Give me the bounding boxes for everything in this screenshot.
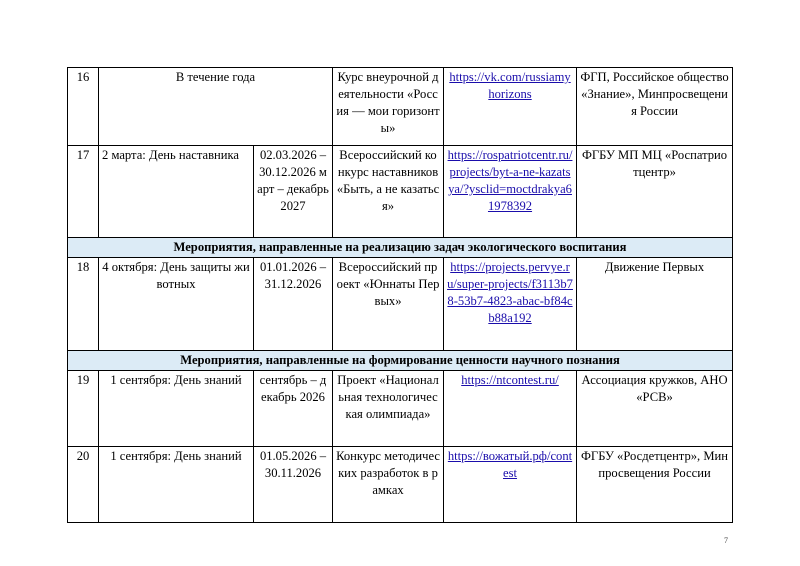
page-number: 7 (724, 536, 728, 545)
row-number: 19 (68, 371, 99, 447)
row-link-cell (444, 371, 577, 447)
row-date: 4 октября: День защиты животных (99, 258, 254, 351)
row-link-cell (444, 258, 577, 351)
row-event: Проект «Национальная технологическая олимпиада» (333, 371, 444, 447)
row-date: В течение года (99, 68, 333, 146)
row-number: 17 (68, 146, 99, 238)
row-organizer: Движение Первых (577, 258, 733, 351)
row-event: Всероссийский проект «Юннаты Первых» (333, 258, 444, 351)
table-row (68, 68, 733, 146)
section-header-row (68, 238, 733, 258)
row-link-cell (444, 146, 577, 238)
row-date: 1 сентября: День знаний (99, 447, 254, 523)
row-organizer: ФГБУ МП МЦ «Роспатриотцентр» (577, 146, 733, 238)
row-link-cell (444, 68, 577, 146)
row-event: Всероссийский конкурс наставников «Быть, а не казаться» (333, 146, 444, 238)
row-link[interactable]: https://projects.pervye.ru/super-projects/f3113b78-53b7-4823-abac-bf84cb88a192 (447, 260, 573, 325)
table-row (68, 447, 733, 523)
section-header: Мероприятия, направленные на реализацию задач экологического воспитания (68, 238, 733, 258)
table-row (68, 146, 733, 238)
table-row (68, 258, 733, 351)
section-header-row (68, 351, 733, 371)
section-header: Мероприятия, направленные на формирование ценности научного познания (68, 351, 733, 371)
row-link[interactable]: https://вожатый.рф/contest (447, 449, 573, 480)
row-date: 1 сентября: День знаний (99, 371, 254, 447)
row-link-cell (444, 447, 577, 523)
row-link[interactable]: https://ntcontest.ru/ (461, 373, 559, 387)
row-period: сентябрь – декабрь 2026 (254, 371, 333, 447)
row-organizer: Ассоциация кружков, АНО «РСВ» (577, 371, 733, 447)
row-period: 01.05.2026 – 30.11.2026 (254, 447, 333, 523)
events-table (67, 67, 733, 523)
row-organizer: ФГБУ «Росдетцентр», Минпросвещения России (577, 447, 733, 523)
row-event: Конкурс методических разработок в рамках (333, 447, 444, 523)
row-link[interactable]: https://rospatriotcentr.ru/projects/byt-a-ne-kazatsya/?ysclid=moctdrakya61978392 (447, 148, 573, 213)
row-number: 20 (68, 447, 99, 523)
row-organizer: ФГП, Российское общество «Знание», Минпросвещения России (577, 68, 733, 146)
row-period: 01.01.2026 – 31.12.2026 (254, 258, 333, 351)
row-link[interactable]: https://vk.com/russiamyhorizons (449, 70, 571, 101)
row-event: Курс внеурочной деятельности «Россия — мои горизонты» (333, 68, 444, 146)
row-number: 18 (68, 258, 99, 351)
table-row (68, 371, 733, 447)
row-period: 02.03.2026 – 30.12.2026 март – декабрь 2027 (254, 146, 333, 238)
row-number: 16 (68, 68, 99, 146)
row-date: 2 марта: День наставника (99, 146, 254, 238)
